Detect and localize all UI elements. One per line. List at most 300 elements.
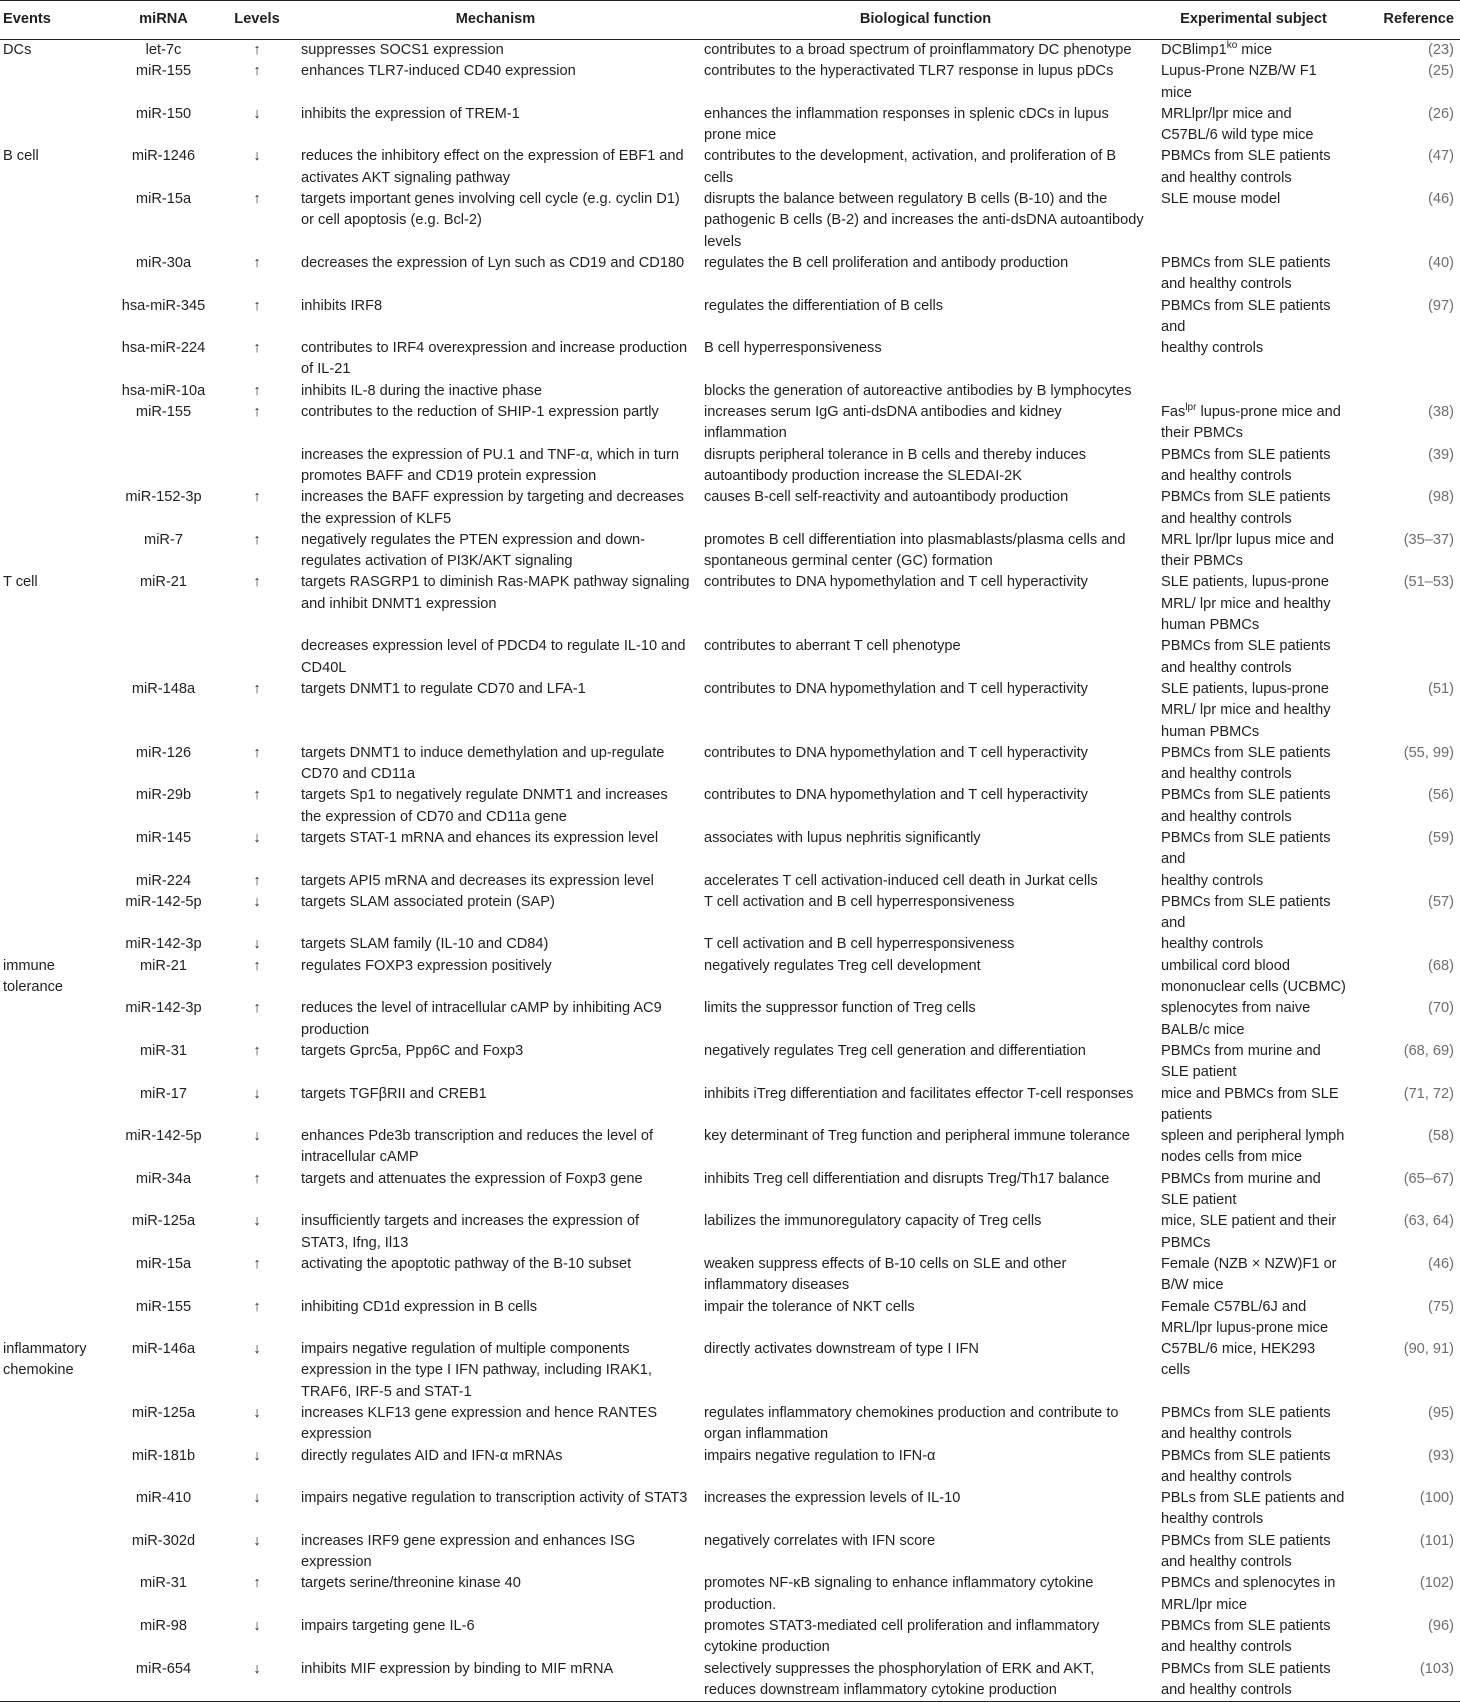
header-subject: Experimental subject — [1151, 1, 1350, 40]
subject-cell — [1151, 40, 1350, 62]
mechanism-cell: targets SLAM family (IL-10 and CD84) — [301, 936, 549, 953]
function-cell: inhibits Treg cell differentiation and disrupts Treg/Th17 balance — [704, 1170, 1110, 1187]
reference-cell: (51) — [1428, 680, 1454, 697]
function-cell: regulates the B cell proliferation and antibody production — [704, 254, 1069, 271]
table-row — [0, 1297, 1460, 1340]
mirna-cell: miR-21 — [139, 574, 188, 591]
subject-cell: spleen and peripheral lymph nodes cells from mice — [1161, 1128, 1345, 1166]
subject-cell: PBMCs from SLE patients and — [1161, 297, 1331, 335]
level-arrow: ↑ — [253, 42, 261, 58]
mirna-cell: miR-224 — [135, 872, 192, 889]
subject-cell: PBMCs and splenocytes in MRL/lpr mice — [1161, 1575, 1336, 1613]
event-cell — [0, 338, 100, 381]
table-row — [0, 40, 1460, 62]
header-mechanism: Mechanism — [287, 1, 694, 40]
table-row — [0, 61, 1460, 104]
event-cell — [0, 679, 100, 743]
level-arrow: ↑ — [253, 297, 261, 314]
mechanism-cell: targets serine/threonine kinase 40 — [301, 1575, 521, 1592]
reference-cell: (100) — [1419, 1490, 1454, 1507]
reference-cell: (70) — [1428, 1000, 1454, 1017]
level-arrow: ↓ — [253, 1085, 261, 1102]
event-cell — [0, 1616, 100, 1659]
table-row — [0, 1339, 1460, 1403]
event-cell: inflammatory chemokine — [3, 1341, 87, 1379]
level-arrow: ↑ — [253, 1575, 261, 1592]
event-cell — [0, 1084, 100, 1127]
event-cell — [0, 296, 100, 339]
header-reference: Reference — [1350, 1, 1460, 40]
reference-cell: (103) — [1350, 1659, 1460, 1702]
mirna-cell: miR-30a — [135, 254, 192, 271]
function-cell: labilizes the immunoregulatory capacity of Treg cells — [704, 1213, 1042, 1230]
mirna-cell: miR-410 — [135, 1490, 192, 1507]
function-cell: negatively regulates Treg cell development — [704, 957, 981, 974]
subject-cell: PBMCs from SLE patients and healthy controls — [1161, 1532, 1331, 1571]
mirna-cell: miR-15a — [135, 191, 192, 208]
function-cell: promotes NF-κB signaling to enhance inflammatory cytokine production. — [704, 1575, 1094, 1613]
level-arrow: ↑ — [253, 489, 261, 506]
header-levels: Levels — [227, 1, 287, 40]
subject-text: DCBlimp1 — [1161, 42, 1227, 58]
table-row — [0, 1169, 1460, 1212]
subject-cell: PBLs from SLE patients and healthy controls — [1161, 1490, 1345, 1528]
reference-cell: (39) — [1428, 446, 1454, 463]
mirna-cell: miR-142-3p — [125, 1000, 202, 1017]
reference-cell: (59) — [1428, 829, 1454, 846]
event-cell — [0, 61, 100, 104]
mechanism-cell: decreases the expression of Lyn such as CD19 and CD180 — [301, 254, 685, 271]
function-cell: promotes STAT3-mediated cell proliferation and inflammatory cytokine production — [704, 1617, 1100, 1656]
mechanism-cell: targets DNMT1 to induce demethylation and up-regulate CD70 and CD11a — [301, 744, 665, 783]
subject-cell: mice and PBMCs from SLE patients — [1161, 1085, 1339, 1123]
mechanism-cell: reduces the level of intracellular cAMP by inhibiting AC9 production — [301, 1000, 662, 1038]
event-cell — [0, 1446, 100, 1489]
mirna-cell: miR-34a — [135, 1170, 192, 1187]
mechanism-cell: impairs negative regulation to transcription activity of STAT3 — [301, 1490, 688, 1507]
mechanism-cell: inhibits MIF expression by binding to MIF mRNA — [287, 1659, 694, 1702]
event-cell — [0, 636, 100, 679]
reference-cell: (97) — [1428, 297, 1454, 314]
mechanism-cell: targets RASGRP1 to diminish Ras-MAPK pathway signaling and inhibit DNMT1 expression — [301, 574, 690, 612]
mechanism-cell: enhances Pde3b transcription and reduces the level of intracellular cAMP — [301, 1128, 654, 1166]
reference-cell: (46) — [1428, 191, 1454, 208]
function-cell: enhances the inflammation responses in splenic cDCs in lupus prone mice — [704, 105, 1109, 144]
subject-cell: Female (NZB × NZW)F1 or B/W mice — [1161, 1255, 1337, 1294]
table-row — [0, 1531, 1460, 1574]
mirna-cell: miR-150 — [135, 105, 192, 122]
function-cell: disrupts the balance between regulatory B cells (B-10) and the pathogenic B cells (B-2) and increases the anti-dsDNA autoantibody levels — [704, 191, 1144, 250]
table-row — [0, 892, 1460, 935]
function-cell: regulates inflammatory chemokines production and contribute to organ inflammation — [704, 1405, 1119, 1443]
mechanism-cell: inhibits IL-8 during the inactive phase — [301, 382, 542, 399]
reference-cell: (40) — [1428, 254, 1454, 271]
header-mirna: miRNA — [100, 1, 227, 40]
event-cell: immune tolerance — [3, 957, 64, 996]
mechanism-cell: decreases expression level of PDCD4 to regulate IL-10 and CD40L — [301, 638, 686, 676]
function-cell: impairs negative regulation to IFN-α — [704, 1447, 936, 1464]
reference-cell: (23) — [1428, 42, 1454, 58]
mechanism-cell: targets Gprc5a, Ppp6C and Foxp3 — [301, 1042, 524, 1059]
table-row — [0, 871, 1460, 892]
subject-text: Fas — [1161, 404, 1186, 421]
reference-cell: (47) — [1428, 148, 1454, 165]
mechanism-cell: inhibiting CD1d expression in B cells — [301, 1298, 538, 1315]
function-cell: weaken suppress effects of B-10 cells on SLE and other inflammatory diseases — [704, 1255, 1067, 1294]
subject-cell: healthy controls — [1161, 872, 1264, 889]
event-cell — [0, 189, 100, 253]
reference-cell: (38) — [1428, 404, 1454, 421]
mirna-cell — [100, 445, 227, 488]
mechanism-cell: targets TGFβRII and CREB1 — [301, 1085, 487, 1102]
table-row — [0, 530, 1460, 573]
mirna-cell: miR-31 — [139, 1575, 188, 1592]
table-row — [0, 381, 1460, 402]
level-arrow: ↑ — [253, 574, 261, 591]
table-row — [0, 402, 1460, 445]
subject-cell: mice, SLE patient and their PBMCs — [1161, 1213, 1337, 1251]
level-arrow: ↑ — [253, 404, 261, 421]
event-cell — [0, 1297, 100, 1340]
reference-cell: (25) — [1428, 63, 1454, 80]
level-arrow: ↓ — [253, 1532, 261, 1549]
event-cell — [0, 1573, 100, 1616]
subject-cell: splenocytes from naive BALB/c mice — [1161, 1000, 1311, 1038]
subject-cell: Female C57BL/6J and MRL/lpr lupus-prone mice — [1161, 1298, 1329, 1336]
table-row — [0, 445, 1460, 488]
table-row — [0, 1211, 1460, 1254]
function-cell: contributes to the development, activation, and proliferation of B cells — [704, 148, 1117, 186]
table-row — [0, 956, 1460, 999]
table-header-row — [0, 1, 1460, 40]
mechanism-cell: directly regulates AID and IFN-α mRNAs — [301, 1447, 563, 1464]
reference-cell — [1350, 636, 1460, 679]
table-row — [0, 1446, 1460, 1489]
event-cell — [0, 1254, 100, 1297]
subject-cell: Lupus-Prone NZB/W F1 mice — [1161, 63, 1317, 101]
event-cell — [0, 381, 100, 402]
level-arrow: ↑ — [253, 191, 261, 208]
mechanism-cell: targets important genes involving cell cycle (e.g. cyclin D1) or cell apoptosis (e.g. Bcl-2) — [301, 191, 680, 229]
subject-cell: MRLlpr/lpr mice and C57BL/6 wild type mice — [1161, 105, 1314, 144]
level-arrow: ↓ — [253, 1128, 261, 1145]
subject-cell: PBMCs from SLE patients and healthy controls — [1151, 1659, 1350, 1702]
mirna-cell: miR-125a — [131, 1213, 196, 1230]
event-cell — [0, 1169, 100, 1212]
mechanism-cell: inhibits the expression of TREM-1 — [301, 105, 520, 122]
table-row — [0, 1254, 1460, 1297]
mirna-cell: miR-142-5p — [125, 893, 202, 910]
event-cell: B cell — [3, 148, 39, 165]
mirna-cell: miR-17 — [139, 1085, 188, 1102]
mechanism-cell: increases the expression of PU.1 and TNF-α, which in turn promotes BAFF and CD19 protein expression — [301, 446, 680, 484]
level-arrow: ↓ — [253, 148, 261, 165]
table-row — [0, 1084, 1460, 1127]
subject-cell: PBMCs from SLE patients and healthy controls — [1161, 148, 1331, 186]
function-cell: contributes to the hyperactivated TLR7 response in lupus pDCs — [704, 63, 1114, 80]
subject-superscript: ko — [1226, 40, 1238, 52]
event-cell — [0, 1659, 100, 1702]
function-cell: key determinant of Treg function and peripheral immune tolerance — [704, 1128, 1130, 1145]
table-row — [0, 487, 1460, 530]
mechanism-cell: targets Sp1 to negatively regulate DNMT1 and increases the expression of CD70 and CD11a gene — [301, 787, 668, 825]
subject-cell: PBMCs from SLE patients and healthy controls — [1161, 787, 1331, 825]
reference-cell: (65–67) — [1403, 1170, 1454, 1187]
mechanism-cell: increases IRF9 gene expression and enhances ISG expression — [301, 1532, 636, 1571]
subject-cell: PBMCs from SLE patients and — [1161, 829, 1331, 868]
reference-cell: (51–53) — [1403, 574, 1454, 591]
level-arrow: ↑ — [253, 680, 261, 697]
mirna-cell: miR-155 — [135, 1298, 192, 1315]
function-cell: contributes to DNA hypomethylation and T cell hyperactivity — [704, 680, 1088, 697]
mirna-cell: hsa-miR-345 — [121, 297, 206, 314]
level-arrow: ↓ — [253, 1213, 261, 1230]
reference-cell: (93) — [1428, 1447, 1454, 1464]
level-arrow: ↓ — [253, 893, 261, 910]
mechanism-cell: inhibits IRF8 — [301, 297, 383, 314]
event-cell — [0, 871, 100, 892]
mirna-cell: miR-1246 — [131, 148, 196, 165]
function-cell: contributes to aberrant T cell phenotype — [704, 638, 961, 655]
function-cell: negatively regulates Treg cell generation and differentiation — [704, 1042, 1086, 1059]
event-cell — [0, 828, 100, 871]
table-row — [0, 828, 1460, 871]
event-cell — [0, 402, 100, 445]
reference-cell — [1350, 381, 1460, 402]
function-cell: limits the suppressor function of Treg cells — [704, 1000, 976, 1017]
table-row — [0, 785, 1460, 828]
event-cell — [0, 785, 100, 828]
level-arrow — [227, 445, 287, 488]
reference-cell — [1350, 934, 1460, 955]
function-cell: B cell hyperresponsiveness — [704, 340, 882, 357]
function-cell: regulates the differentiation of B cells — [704, 297, 944, 314]
event-cell — [0, 104, 100, 147]
event-cell — [0, 445, 100, 488]
table-row — [0, 1403, 1460, 1446]
table-row — [0, 743, 1460, 786]
table-row — [0, 1488, 1460, 1531]
function-cell: contributes to DNA hypomethylation and T cell hyperactivity — [704, 787, 1088, 804]
level-arrow: ↓ — [253, 936, 261, 953]
event-cell — [0, 743, 100, 786]
event-cell: T cell — [3, 574, 38, 591]
level-arrow: ↓ — [253, 1490, 261, 1507]
mirna-cell: miR-21 — [139, 957, 188, 974]
table-row — [0, 572, 1460, 636]
table-row — [0, 1573, 1460, 1616]
mechanism-cell: suppresses SOCS1 expression — [301, 42, 504, 58]
level-arrow: ↓ — [253, 1447, 261, 1464]
subject-cell: PBMCs from SLE patients and healthy controls — [1161, 744, 1331, 783]
mechanism-cell: targets SLAM associated protein (SAP) — [301, 893, 555, 910]
mirna-cell: miR-15a — [135, 1255, 192, 1272]
reference-cell — [1350, 871, 1460, 892]
level-arrow: ↑ — [253, 63, 261, 80]
event-cell — [0, 1403, 100, 1446]
function-cell: disrupts peripheral tolerance in B cells and thereby induces autoantibody production increase the SLEDAI-2K — [704, 446, 1087, 484]
table-row — [0, 1126, 1460, 1169]
event-cell — [0, 892, 100, 935]
reference-cell: (96) — [1428, 1617, 1454, 1634]
reference-cell: (95) — [1428, 1405, 1454, 1421]
function-cell: increases serum IgG anti-dsDNA antibodies and kidney inflammation — [704, 404, 1062, 442]
function-cell: negatively correlates with IFN score — [704, 1532, 936, 1549]
subject-cell: PBMCs from murine and SLE patient — [1161, 1042, 1321, 1081]
function-cell: directly activates downstream of type I IFN — [704, 1341, 979, 1358]
subject-cell: PBMCs from SLE patients and — [1161, 893, 1331, 932]
level-arrow: ↑ — [253, 1298, 261, 1315]
reference-cell: (102) — [1419, 1575, 1454, 1592]
mechanism-cell: impairs negative regulation of multiple components expression in the type I IFN pathway, including IRAK1, TRAF6, IRF-5 and STAT-1 — [301, 1341, 652, 1400]
subject-cell: healthy controls — [1161, 936, 1264, 953]
level-arrow: ↑ — [253, 957, 261, 974]
reference-cell: (68) — [1428, 957, 1454, 974]
subject-cell — [1151, 381, 1350, 402]
mechanism-cell: targets and attenuates the expression of Foxp3 gene — [301, 1170, 643, 1187]
event-cell — [0, 1041, 100, 1084]
reference-cell: (35–37) — [1403, 531, 1454, 548]
reference-cell: (75) — [1428, 1298, 1454, 1315]
reference-cell: (55, 99) — [1403, 744, 1454, 761]
mirna-cell: miR-181b — [131, 1447, 196, 1464]
subject-cell: PBMCs from SLE patients and healthy controls — [1161, 1405, 1331, 1443]
function-cell: associates with lupus nephritis significantly — [704, 829, 981, 846]
event-cell — [0, 530, 100, 573]
level-arrow: ↑ — [253, 744, 261, 761]
mirna-cell: miR-152-3p — [125, 489, 202, 506]
table-row — [0, 296, 1460, 339]
table-row — [0, 189, 1460, 253]
level-arrow: ↓ — [227, 1659, 287, 1702]
table-row — [0, 1041, 1460, 1084]
level-arrow: ↑ — [253, 1042, 261, 1059]
function-cell: increases the expression levels of IL-10 — [704, 1490, 961, 1507]
mirna-cell: miR-7 — [144, 531, 183, 548]
mechanism-cell: increases KLF13 gene expression and hence RANTES expression — [301, 1405, 658, 1443]
event-cell — [0, 998, 100, 1041]
mirna-cell: miR-146a — [131, 1341, 196, 1358]
mirna-cell: miR-125a — [131, 1405, 196, 1421]
table-row — [0, 998, 1460, 1041]
table-body — [0, 40, 1460, 1702]
table-row — [0, 1659, 1460, 1702]
mechanism-cell: increases the BAFF expression by targeting and decreases the expression of KLF5 — [301, 489, 684, 527]
subject-cell: SLE mouse model — [1161, 191, 1281, 208]
mirna-cell: miR-302d — [131, 1532, 196, 1549]
subject-cell: umbilical cord blood mononuclear cells (UCBMC) — [1161, 957, 1346, 996]
subject-cell: PBMCs from SLE patients and healthy controls — [1161, 489, 1331, 527]
mechanism-cell: negatively regulates the PTEN expression and down-regulates activation of PI3K/AKT signaling — [301, 531, 645, 570]
table-row — [0, 253, 1460, 296]
mechanism-cell: targets API5 mRNA and decreases its expression level — [301, 872, 654, 889]
mirna-cell: miR-145 — [135, 829, 192, 846]
level-arrow: ↓ — [253, 829, 261, 846]
table-row — [0, 679, 1460, 743]
mirna-cell: miR-155 — [135, 404, 192, 421]
mechanism-cell: activating the apoptotic pathway of the B-10 subset — [301, 1255, 632, 1272]
mirna-cell: let-7c — [145, 42, 182, 58]
mechanism-cell: targets STAT-1 mRNA and ehances its expression level — [301, 829, 659, 846]
mirna-cell: miR-155 — [135, 63, 192, 80]
reference-cell: (101) — [1419, 1532, 1454, 1549]
function-cell: contributes to DNA hypomethylation and T cell hyperactivity — [704, 574, 1088, 591]
function-cell: contributes to DNA hypomethylation and T cell hyperactivity — [704, 744, 1088, 761]
mirna-cell: miR-98 — [139, 1617, 188, 1634]
function-cell: T cell activation and B cell hyperresponsiveness — [704, 936, 1015, 953]
level-arrow: ↓ — [253, 105, 261, 122]
event-cell — [0, 1211, 100, 1254]
table-row — [0, 1616, 1460, 1659]
event-cell — [0, 253, 100, 296]
reference-cell: (71, 72) — [1403, 1085, 1454, 1102]
subject-cell: PBMCs from SLE patients and healthy controls — [1161, 1617, 1331, 1656]
mirna-cell: hsa-miR-10a — [121, 382, 206, 399]
table-row — [0, 636, 1460, 679]
function-cell: inhibits iTreg differentiation and facilitates effector T-cell responses — [704, 1085, 1134, 1102]
header-events: Events — [0, 1, 100, 40]
subject-cell: MRL lpr/lpr lupus mice and their PBMCs — [1161, 531, 1335, 570]
subject-superscript: lpr — [1185, 402, 1197, 414]
level-arrow: ↑ — [253, 1170, 261, 1187]
subject-cell: PBMCs from SLE patients and healthy controls — [1161, 254, 1331, 293]
level-arrow: ↑ — [253, 254, 261, 271]
level-arrow: ↑ — [253, 1255, 261, 1272]
reference-cell: (58) — [1428, 1128, 1454, 1145]
level-arrow: ↑ — [253, 340, 261, 357]
mechanism-cell: contributes to the reduction of SHIP-1 expression partly — [301, 404, 659, 421]
event-cell — [0, 934, 100, 955]
subject-text-rest: mice — [1237, 42, 1273, 58]
subject-cell: PBMCs from murine and SLE patient — [1161, 1170, 1321, 1209]
reference-cell: (68, 69) — [1403, 1042, 1454, 1059]
level-arrow: ↑ — [253, 531, 261, 548]
mechanism-cell: regulates FOXP3 expression positively — [301, 957, 552, 974]
mechanism-cell: contributes to IRF4 overexpression and increase production of IL-21 — [301, 340, 688, 378]
mirna-cell: miR-142-3p — [125, 936, 202, 953]
event-cell — [0, 1126, 100, 1169]
function-cell: selectively suppresses the phosphorylation of ERK and AKT, reduces downstream inflammatory cytokine production — [694, 1659, 1151, 1702]
function-cell: causes B-cell self-reactivity and autoantibody production — [704, 489, 1069, 506]
level-arrow — [227, 636, 287, 679]
mechanism-cell: reduces the inhibitory effect on the expression of EBF1 and activates AKT signaling pathway — [301, 148, 684, 186]
mirna-cell: miR-31 — [139, 1042, 188, 1059]
event-cell — [0, 487, 100, 530]
mirna-cell: miR-126 — [135, 744, 192, 761]
function-cell: accelerates T cell activation-induced cell death in Jurkat cells — [704, 872, 1098, 889]
mirna-cell — [100, 636, 227, 679]
reference-cell: (57) — [1428, 893, 1454, 910]
subject-cell: C57BL/6 mice, HEK293 cells — [1161, 1341, 1316, 1379]
table-row — [0, 934, 1460, 955]
level-arrow: ↑ — [253, 872, 261, 889]
reference-cell: (90, 91) — [1403, 1341, 1454, 1358]
mechanism-cell: impairs targeting gene IL-6 — [301, 1617, 475, 1634]
function-cell: contributes to a broad spectrum of proinflammatory DC phenotype — [704, 42, 1132, 58]
event-cell: DCs — [3, 42, 32, 58]
event-cell — [0, 1531, 100, 1574]
mechanism-cell: targets DNMT1 to regulate CD70 and LFA-1 — [301, 680, 586, 697]
header-function: Biological function — [694, 1, 1151, 40]
level-arrow: ↓ — [253, 1617, 261, 1634]
mechanism-cell: insufficiently targets and increases the expression of STAT3, Ifng, Il13 — [301, 1213, 640, 1251]
function-cell: T cell activation and B cell hyperresponsiveness — [704, 893, 1015, 910]
level-arrow: ↓ — [253, 1405, 261, 1421]
reference-cell: (63, 64) — [1403, 1213, 1454, 1230]
table-row — [0, 104, 1460, 147]
function-cell: blocks the generation of autoreactive antibodies by B lymphocytes — [704, 382, 1132, 399]
table-row — [0, 146, 1460, 189]
